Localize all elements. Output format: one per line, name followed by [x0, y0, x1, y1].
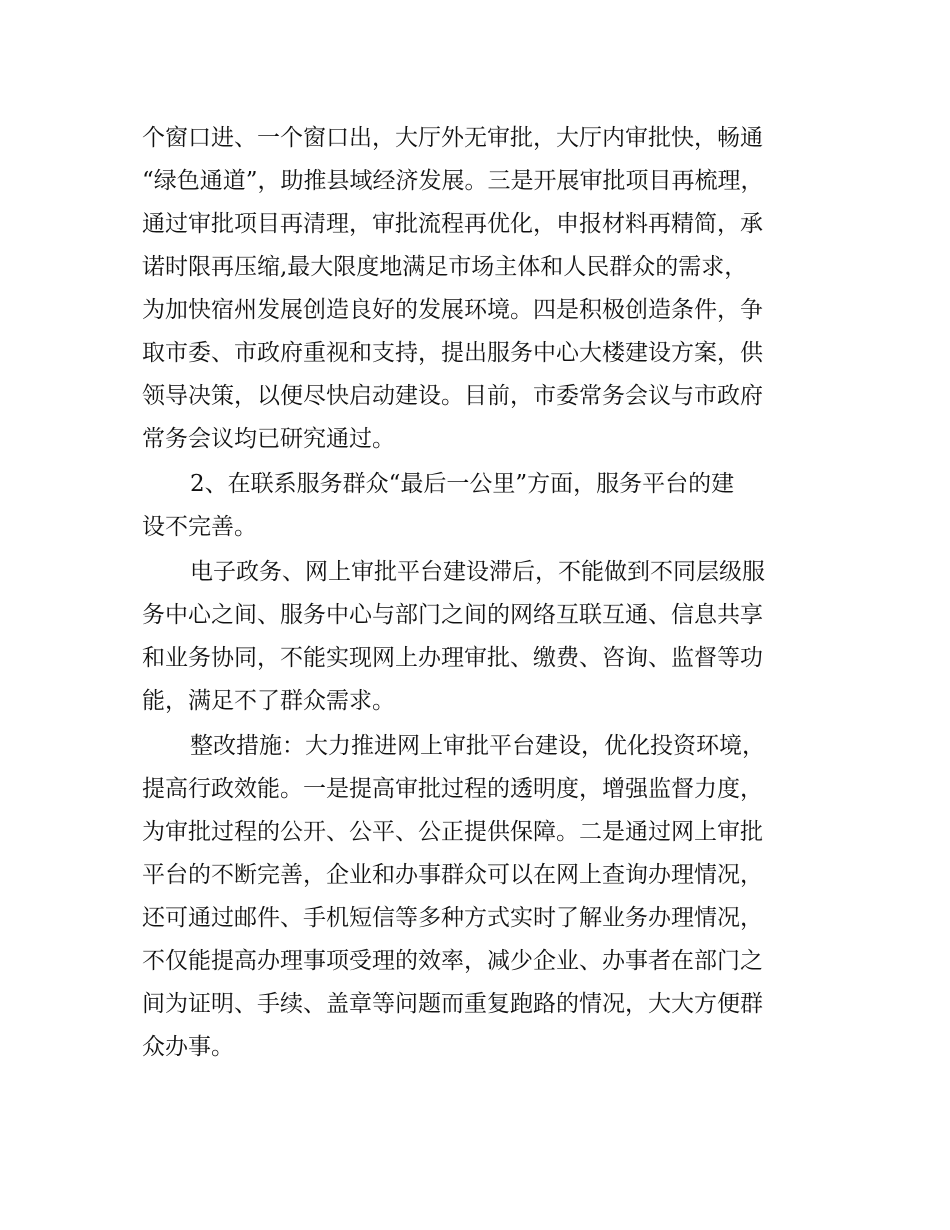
- section-heading: 2、在联系服务群众“最后一公里”方面，服务平台的建: [190, 471, 735, 497]
- text-line: 诺时限再压缩,最大限度地满足市场主体和人民群众的需求，: [142, 254, 748, 280]
- text-line: 平台的不断完善，企业和办事群众可以在网上查询办理情况，: [142, 862, 763, 888]
- text-line: 提高行政效能。一是提高审批过程的透明度，增强监督力度，: [142, 776, 763, 802]
- text-line: 取市委、市政府重视和支持，提出服务中心大楼建设方案，供: [142, 340, 763, 366]
- text-line: 为加快宿州发展创造良好的发展环境。四是积极创造条件，争: [142, 297, 763, 323]
- text-line: 还可通过邮件、手机短信等多种方式实时了解业务办理情况，: [142, 905, 763, 931]
- text-line: 为审批过程的公开、公平、公正提供保障。二是通过网上审批: [142, 819, 763, 845]
- text-line: 能，满足不了群众需求。: [142, 688, 395, 714]
- paragraph-first-line: 整改措施：大力推进网上审批平台建设，优化投资环境，: [190, 733, 765, 759]
- text-line: 和业务协同，不能实现网上办理审批、缴费、咨询、监督等功: [142, 645, 763, 671]
- text-line: 常务会议均已研究通过。: [142, 426, 395, 452]
- text-line: 众办事。: [142, 1034, 234, 1060]
- paragraph-first-line: 电子政务、网上审批平台建设滞后，不能做到不同层级服: [190, 559, 765, 585]
- text-line: 领导决策，以便尽快启动建设。目前，市委常务会议与市政府: [142, 383, 763, 409]
- text-line: 间为证明、手续、盖章等问题而重复跑路的情况，大大方便群: [142, 991, 763, 1017]
- text-line: 个窗口进、一个窗口出，大厅外无审批，大厅内审批快，畅通: [142, 125, 763, 151]
- text-line: “绿色通道”，助推县域经济发展。三是开展审批项目再梳理，: [142, 168, 764, 194]
- section-heading-continued: 设不完善。: [142, 514, 257, 540]
- text-line: 务中心之间、服务中心与部门之间的网络互联互通、信息共享: [142, 602, 763, 628]
- text-line: 不仅能提高办理事项受理的效率，减少企业、办事者在部门之: [142, 948, 763, 974]
- text-line: 通过审批项目再清理，审批流程再优化，申报材料再精简，承: [142, 211, 763, 237]
